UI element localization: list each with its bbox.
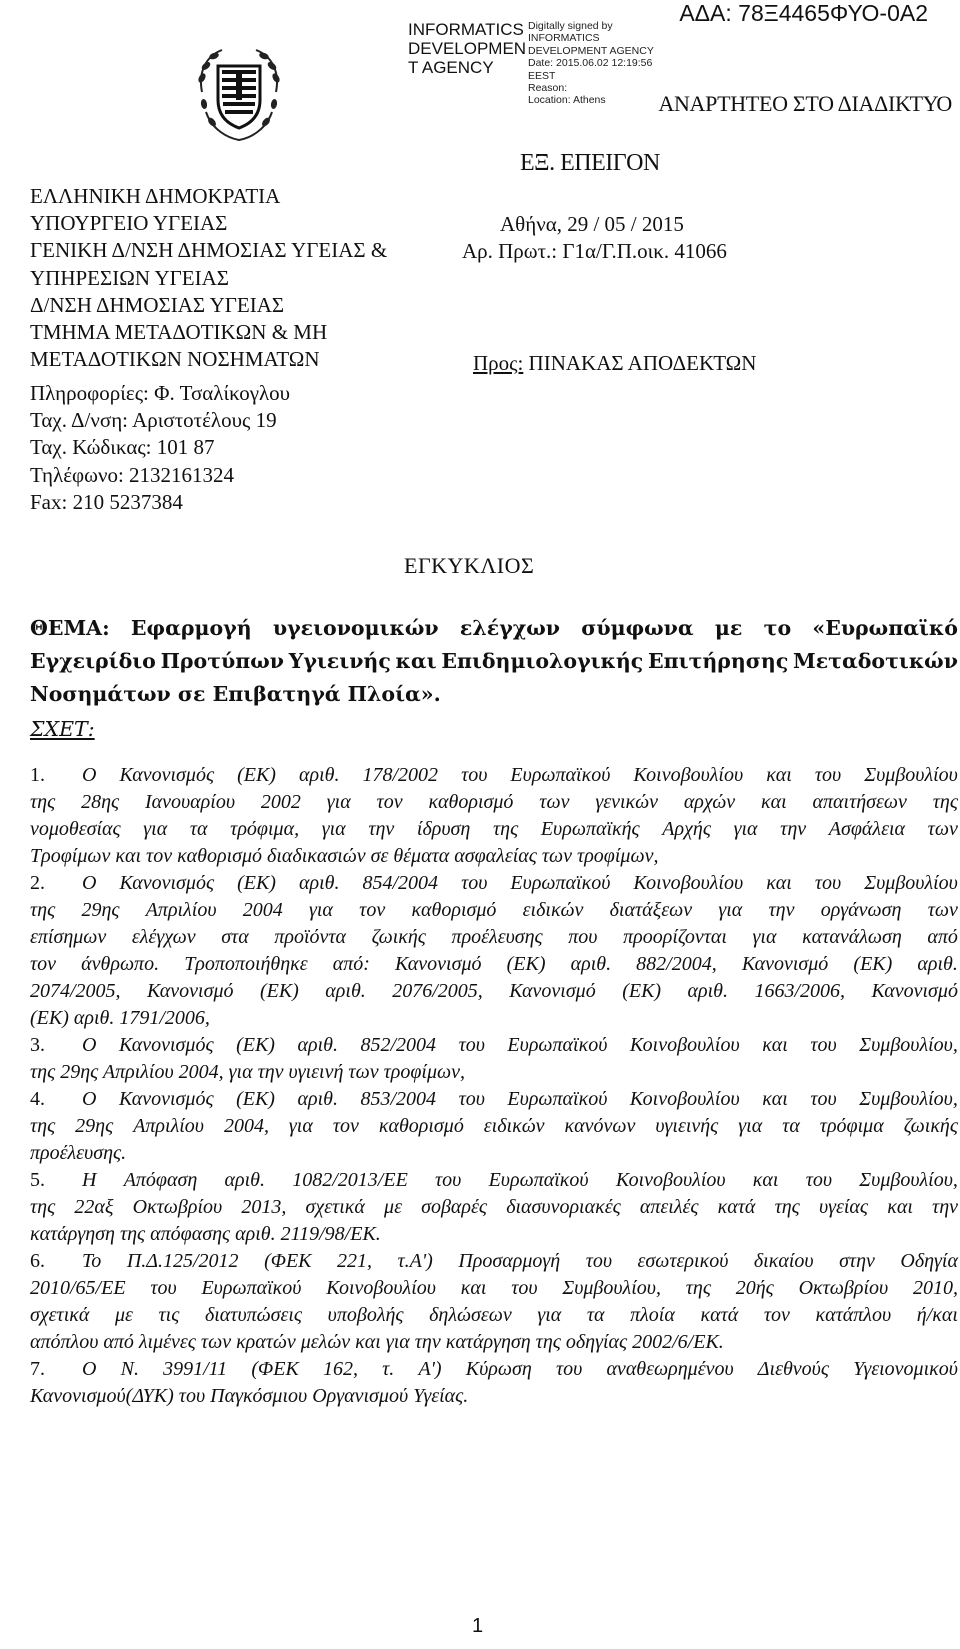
word: για <box>752 926 777 948</box>
word: ή/και <box>916 1304 958 1326</box>
word: του <box>810 1034 837 1056</box>
reference-number: 5. <box>30 1169 45 1191</box>
word: 29ης <box>81 899 120 921</box>
signature-detail: Location: Athens <box>528 94 606 107</box>
word: Συμβουλίου, <box>859 1088 958 1110</box>
word: Υγειονομικού <box>853 1358 958 1380</box>
word: νομοθεσίας <box>30 818 121 840</box>
word: την <box>780 818 807 840</box>
word: (ΕΚ) <box>853 953 893 975</box>
word: του <box>814 764 842 786</box>
sender-block <box>30 183 387 373</box>
signature-detail: Reason: <box>528 82 568 95</box>
word: δικαίου <box>753 1250 814 1272</box>
word: καθορισμό <box>411 899 497 921</box>
reference-number: 4. <box>30 1088 45 1110</box>
signer-line: T AGENCY <box>408 58 494 77</box>
reference-number: 1. <box>30 764 45 786</box>
signature-detail: EEST <box>528 69 556 82</box>
word: του <box>810 1088 837 1110</box>
word: αρχών <box>683 791 736 813</box>
word: Εφαρμογή <box>130 616 252 640</box>
word: Κανονισμό <box>741 953 829 975</box>
word: (ΕΚ) <box>259 980 299 1002</box>
contact-line: Πληροφορίες: Φ. Τσαλίκογλου <box>30 381 291 405</box>
word: κανόνων <box>564 1115 636 1137</box>
word: της <box>30 899 56 921</box>
word: για <box>288 1115 313 1137</box>
word: προϊόντα <box>274 926 347 948</box>
word: Ο <box>82 1034 97 1056</box>
word: (ΦΕΚ <box>251 1358 299 1380</box>
word: και <box>766 764 792 786</box>
document-date: Αθήνα, 29 / 05 / 2015 <box>500 212 684 236</box>
sender-line: ΜΕΤΑΔΟΤΙΚΩΝ ΝΟΣΗΜΑΤΩΝ <box>30 347 320 372</box>
word: 2013, <box>241 1196 287 1218</box>
word: τ. <box>382 1358 395 1380</box>
word: Κοινοβουλίου <box>633 764 744 786</box>
word: 2010, <box>912 1277 958 1299</box>
reference-line: (ΕΚ) αριθ. 1791/2006, <box>30 1007 210 1029</box>
word: της <box>30 1115 56 1137</box>
word: διατάξεων <box>609 899 693 921</box>
word: το <box>763 616 792 640</box>
word: του <box>555 1358 583 1380</box>
word: υποβολής <box>327 1304 404 1326</box>
word: 178/2002 <box>362 764 439 786</box>
word: καθορισμό <box>428 791 514 813</box>
word: Κανονισμός <box>119 764 215 786</box>
word: τον <box>376 791 403 813</box>
word: ελέγχων <box>131 926 196 948</box>
reference-line <box>30 978 958 1005</box>
reference-line <box>30 789 958 816</box>
word: με <box>114 1304 133 1326</box>
word: Το <box>82 1250 102 1272</box>
word: Ιανουαρίου <box>144 791 236 813</box>
reference-line: κατάργηση της απόφασης αριθ. 2119/98/ΕΚ. <box>30 1223 381 1245</box>
word: 853/2004 <box>360 1088 437 1110</box>
word: (ΕΚ) <box>237 872 276 894</box>
word: Ευρωπαϊκού <box>507 1088 608 1110</box>
word: υγείας <box>818 1196 869 1218</box>
word: Κανονισμός <box>119 872 215 894</box>
word: Κοινοβουλίου <box>615 1169 726 1191</box>
word: Κανονισμό <box>871 980 958 1002</box>
word: Αρχής <box>662 818 711 840</box>
word: αριθ. <box>297 1088 338 1110</box>
word: για <box>143 818 168 840</box>
word: προορίζονται <box>623 926 727 948</box>
word: της <box>492 818 519 840</box>
page-number: 1 <box>472 1615 484 1637</box>
reference-number: 6. <box>30 1250 45 1272</box>
reference-first-line-text <box>82 1086 958 1113</box>
word: του <box>805 1169 833 1191</box>
references-label: ΣΧΕΤ: <box>30 717 95 741</box>
word: 2010/65/ΕΕ <box>30 1277 126 1299</box>
greek-emblem-icon <box>192 42 286 142</box>
reference-line <box>30 897 958 924</box>
word: δηλώσεων <box>429 1304 512 1326</box>
word: ελέγχων <box>459 616 560 640</box>
word: (ΕΚ) <box>236 1088 275 1110</box>
reference-first-line-text <box>82 1356 958 1383</box>
word: Ο <box>82 872 97 894</box>
word: 1082/2013/ΕΕ <box>292 1169 408 1191</box>
reference-number: 2. <box>30 872 45 894</box>
word: του <box>461 872 488 894</box>
word: αριθ. <box>298 764 340 786</box>
word: αριθ. <box>917 953 958 975</box>
reference-line <box>30 1194 958 1221</box>
word: αριθ. <box>224 1169 265 1191</box>
word: αριθ. <box>297 1034 338 1056</box>
reference-line <box>30 1275 958 1302</box>
word: υγειονομικών <box>272 616 439 640</box>
word: ΘΕΜΑ: <box>30 616 110 640</box>
word: τον <box>763 1304 790 1326</box>
reference-line: Τροφίμων και τον καθορισμό διαδικασιών σε θέματα ασφαλείας των τροφίμων, <box>30 845 659 867</box>
word: (ΕΚ) <box>236 1034 275 1056</box>
word: υγιεινής <box>655 1115 719 1137</box>
word: 854/2004 <box>362 872 439 894</box>
word: του <box>458 1034 485 1056</box>
contact-line: Τηλέφωνο: 2132161324 <box>30 462 235 487</box>
word: 2004, <box>223 1115 269 1137</box>
protocol-number: Αρ. Πρωτ.: Γ1α/Γ.Π.οικ. 41066 <box>462 239 727 263</box>
word: Εγχειρίδιο <box>30 649 156 673</box>
word: και <box>460 1277 487 1299</box>
word: Ευρωπαϊκού <box>488 1169 589 1191</box>
sender-line: ΤΜΗΜΑ ΜΕΤΑΔΟΤΙΚΩΝ & ΜΗ <box>30 320 328 345</box>
word: με <box>714 616 743 640</box>
recipient-line <box>473 351 756 376</box>
word: Ευρωπαϊκής <box>540 818 640 840</box>
word: πλοία <box>630 1304 675 1326</box>
word: για <box>308 899 333 921</box>
word: Κοινοβουλίου <box>629 1088 740 1110</box>
word: του <box>461 764 488 786</box>
word: τρόφιμα <box>819 1115 884 1137</box>
word: ζωικής <box>371 926 426 948</box>
reference-first-line-text <box>82 1248 958 1275</box>
word: του <box>814 872 842 894</box>
word: εσωτερικού <box>637 1250 729 1272</box>
word: επίσημων <box>30 926 107 948</box>
word: 2002 <box>260 791 301 813</box>
word: για <box>738 1115 763 1137</box>
word: Μεταδοτικών <box>793 649 958 673</box>
contact-line: Fax: 210 5237384 <box>30 489 183 514</box>
word: των <box>927 818 958 840</box>
signature-detail: Date: 2015.06.02 12:19:56 <box>528 57 653 70</box>
sender-line: Δ/ΝΣΗ ΔΗΜΟΣΙΑΣ ΥΓΕΙΑΣ <box>30 292 285 317</box>
word: 221, <box>337 1250 373 1272</box>
word: που <box>568 926 598 948</box>
word: 20ής <box>735 1277 774 1299</box>
word: των <box>539 791 570 813</box>
word: οργάνωση <box>820 899 902 921</box>
word: Επιτήρησης <box>648 649 789 673</box>
reference-line: της 29ης Απριλίου 2004, για την υγιεινή των τροφίμων, <box>30 1061 465 1083</box>
word: προέλευσης <box>451 926 543 948</box>
word: του <box>458 1088 485 1110</box>
reference-number: 3. <box>30 1034 45 1056</box>
word: του <box>585 1250 613 1272</box>
word: τα <box>586 1304 605 1326</box>
reference-line <box>30 762 958 789</box>
word: σοβαρές <box>421 1196 488 1218</box>
reference-line <box>30 1086 958 1113</box>
word: της <box>30 791 56 813</box>
reference-line <box>30 816 958 843</box>
word: Συμβουλίου, <box>859 1034 958 1056</box>
word: Συμβουλίου, <box>859 1169 958 1191</box>
reference-line <box>30 1113 958 1140</box>
word: από: <box>332 953 370 975</box>
word: 3991/11 <box>163 1358 228 1380</box>
reference-line <box>30 1167 958 1194</box>
word: αριθ. <box>570 953 612 975</box>
reference-line: Κανονισμού(ΔΥΚ) του Παγκόσμιου Οργανισμού Υγείας. <box>30 1385 469 1407</box>
word: κατά <box>717 1196 756 1218</box>
word: 2004 <box>242 899 283 921</box>
document-type: ΕΓΚΥΚΛΙΟΣ <box>404 553 535 578</box>
word: Ν. <box>120 1358 139 1380</box>
word: διασυνοριακές <box>506 1196 621 1218</box>
word: Συμβουλίου, <box>562 1277 661 1299</box>
word: Συμβουλίου <box>864 872 958 894</box>
word: την <box>932 1196 958 1218</box>
word: την <box>368 818 395 840</box>
word: τις <box>158 1304 180 1326</box>
reference-line <box>30 1032 958 1059</box>
word: της <box>30 1196 56 1218</box>
word: και <box>395 649 437 673</box>
word: αριθ. <box>325 980 366 1002</box>
sender-line: ΕΛΛΗΝΙΚΗ ΔΗΜΟΚΡΑΤΙΑ <box>30 184 281 208</box>
word: Κοινοβουλίου <box>326 1277 436 1299</box>
word: στα <box>221 926 249 948</box>
sender-line: ΓΕΝΙΚΗ Δ/ΝΣΗ ΔΗΜΟΣΙΑΣ ΥΓΕΙΑΣ & <box>30 238 388 263</box>
word: Η <box>82 1169 97 1191</box>
word: Ευρωπαϊκού <box>510 764 611 786</box>
reference-line <box>30 924 958 951</box>
word: απαιτήσεων <box>812 791 907 813</box>
posting-notice: ΑΝΑΡΤΗΤΕΟ ΣΤΟ ΔΙΑΔΙΚΤΥΟ <box>658 91 952 116</box>
word: Οκτωβρίου <box>132 1196 223 1218</box>
recipient-value: ΠΙΝΑΚΑΣ ΑΠΟΔΕΚΤΩΝ <box>528 351 757 375</box>
word: Κανονισμός <box>118 1034 214 1056</box>
word: (ΕΚ) <box>506 953 546 975</box>
word: Ο <box>82 1358 97 1380</box>
word: 882/2004, <box>636 953 717 975</box>
word: (ΕΚ) <box>622 980 662 1002</box>
word: Ο <box>82 1088 97 1110</box>
word: Οδηγία <box>900 1250 958 1272</box>
word: (ΕΚ) <box>237 764 276 786</box>
signature-detail: DEVELOPMENT AGENCY <box>528 44 654 57</box>
word: Απριλίου <box>133 1115 204 1137</box>
word: αναθεωρημένου <box>606 1358 734 1380</box>
sender-line: ΥΠΟΥΡΓΕΙΟ ΥΓΕΙΑΣ <box>30 211 228 236</box>
contact-line: Ταχ. Δ/νση: Αριστοτέλους 19 <box>30 408 277 433</box>
reference-line <box>30 1356 958 1383</box>
reference-line: προέλευσης. <box>30 1142 127 1164</box>
reference-line <box>30 951 958 978</box>
word: Επιδημιολογικής <box>441 649 644 673</box>
word: Προσαρμογή <box>458 1250 561 1272</box>
word: Κύρωση <box>465 1358 532 1380</box>
subject-block <box>30 612 958 711</box>
subject-line <box>30 612 958 645</box>
word: για <box>326 791 351 813</box>
word: την <box>768 899 795 921</box>
word: 1663/2006, <box>754 980 846 1002</box>
word: καθορισμό <box>378 1115 464 1137</box>
word: σύμφωνα <box>581 616 694 640</box>
word: της <box>774 1196 800 1218</box>
word: για <box>537 1304 562 1326</box>
word: και <box>766 872 792 894</box>
word: 2076/2005, <box>392 980 483 1002</box>
word: ειδικών <box>522 899 584 921</box>
urgency-label: ΕΞ. ΕΠΕΙΓΟΝ <box>520 150 660 176</box>
references-list <box>30 762 958 1410</box>
signer-line: INFORMATICS <box>408 20 524 39</box>
word: Κοινοβουλίου <box>629 1034 740 1056</box>
word: γενικών <box>595 791 658 813</box>
word: 852/2004 <box>360 1034 437 1056</box>
word: Π.Δ.125/2012 <box>126 1250 239 1272</box>
subject-line: Νοσημάτων σε Επιβατηγά Πλοία». <box>30 682 441 706</box>
subject-line <box>30 645 958 678</box>
word: Κανονισμό <box>395 953 482 975</box>
word: για <box>733 818 758 840</box>
reference-first-line-text <box>82 870 958 897</box>
word: 2074/2005, <box>30 980 121 1002</box>
word: Κοινοβουλίου <box>633 872 744 894</box>
word: τα <box>782 1115 800 1137</box>
word: ειδικών <box>483 1115 545 1137</box>
signer-line: DEVELOPMEN <box>408 39 527 58</box>
word: κατά <box>700 1304 739 1326</box>
word: τον <box>359 899 386 921</box>
word: Ευρωπαϊκού <box>201 1277 302 1299</box>
contact-line: Ταχ. Κώδικας: 101 87 <box>30 435 215 460</box>
word: και <box>887 1196 913 1218</box>
word: Ο <box>82 764 97 786</box>
word: Απριλίου <box>145 899 217 921</box>
word: Διεθνούς <box>757 1358 829 1380</box>
word: Συμβουλίου <box>864 764 958 786</box>
word: ίδρυση <box>416 818 471 840</box>
word: 162, <box>322 1358 358 1380</box>
word: Κανονισμός <box>118 1088 214 1110</box>
word: Οκτωβρίου <box>798 1277 889 1299</box>
word: με <box>384 1196 402 1218</box>
word: Υγιεινής <box>288 649 391 673</box>
word: των <box>927 899 958 921</box>
word: του <box>150 1277 177 1299</box>
reference-first-line-text <box>82 762 958 789</box>
word: Ασφάλεια <box>828 818 906 840</box>
word: τον <box>332 1115 359 1137</box>
word: στην <box>839 1250 875 1272</box>
word: ζωικής <box>903 1115 958 1137</box>
word: τον <box>30 953 57 975</box>
reference-first-line-text <box>82 1032 958 1059</box>
word: και <box>762 1088 788 1110</box>
word: Κανονισμό <box>509 980 596 1002</box>
word: 22αξ <box>74 1196 114 1218</box>
digital-signature-details <box>528 20 654 107</box>
word: διατυπώσεις <box>204 1304 303 1326</box>
word: του <box>511 1277 538 1299</box>
word: για <box>718 899 743 921</box>
word: τρόφιμα, <box>230 818 300 840</box>
word: της <box>932 791 958 813</box>
word: και <box>760 791 787 813</box>
word: τα <box>189 818 208 840</box>
word: Απόφαση <box>123 1169 198 1191</box>
word: για <box>321 818 346 840</box>
reference-line <box>30 870 958 897</box>
word: τ.Α') <box>397 1250 433 1272</box>
word: σχετικά <box>305 1196 365 1218</box>
ada-code: ΑΔΑ: 78Ξ4465ΦΥΟ-0Α2 <box>679 0 928 26</box>
digital-signature-signer <box>408 20 526 77</box>
word: Τροποποιήθηκε <box>184 953 308 975</box>
word: άνθρωπο. <box>81 953 160 975</box>
word: κατανάλωση <box>802 926 902 948</box>
word: αριθ. <box>298 872 340 894</box>
reference-line: απόπλου από λιμένες των κρατών μελών και για την κατάργηση της οδηγίας 2002/6/ΕΚ. <box>30 1331 724 1353</box>
recipient-label: Προς: <box>473 351 524 375</box>
word: από <box>927 926 958 948</box>
signature-detail: Digitally signed by <box>528 20 613 32</box>
contact-block <box>30 380 290 516</box>
word: κατάπλου <box>815 1304 892 1326</box>
word: Προτύπων <box>160 649 284 673</box>
reference-line <box>30 1248 958 1275</box>
word: Ευρωπαϊκού <box>507 1034 608 1056</box>
word: απειλές <box>639 1196 699 1218</box>
word: Α') <box>418 1358 442 1380</box>
word: και <box>752 1169 779 1191</box>
word: και <box>762 1034 788 1056</box>
word: 28ης <box>81 791 120 813</box>
word: «Ευρωπαϊκό <box>812 616 958 640</box>
sender-line: ΥΠΗΡΕΣΙΩΝ ΥΓΕΙΑΣ <box>30 265 229 290</box>
word: σχετικά <box>30 1304 90 1326</box>
word: (ΦΕΚ <box>264 1250 312 1272</box>
word: Ευρωπαϊκού <box>510 872 611 894</box>
word: της <box>685 1277 711 1299</box>
signature-detail: INFORMATICS <box>528 32 600 45</box>
reference-line <box>30 1302 958 1329</box>
word: 29ης <box>75 1115 114 1137</box>
reference-first-line-text <box>82 1167 958 1194</box>
word: Κανονισμό <box>147 980 234 1002</box>
word: του <box>435 1169 462 1191</box>
reference-number: 7. <box>30 1358 45 1380</box>
word: αριθ. <box>687 980 729 1002</box>
